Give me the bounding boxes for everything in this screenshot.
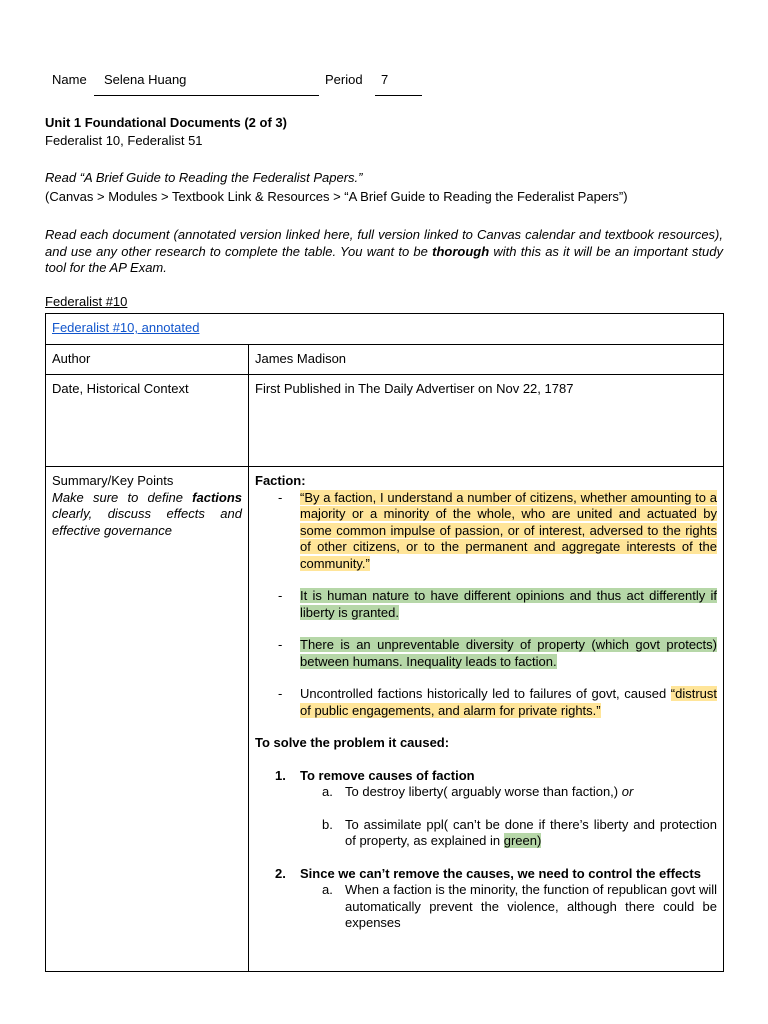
unit-title: Unit 1 Foundational Documents (2 of 3) xyxy=(45,115,287,130)
instr-text-2: with this as it will be an important study tool for the AP Exam. xyxy=(45,243,723,275)
summary-content-cell[interactable] xyxy=(249,467,724,972)
item-title: Since we can’t remove the causes, we need to control the effects xyxy=(300,865,701,881)
bullet-dash: - xyxy=(278,686,283,701)
read-guide-instruction: Read “A Brief Guide to Reading the Federalist Papers.” xyxy=(45,170,363,185)
federalist-table xyxy=(45,313,724,972)
annotated-link[interactable]: Federalist #10, annotated xyxy=(52,320,200,335)
summary-label-cell xyxy=(46,467,249,972)
sub-italic: or xyxy=(621,784,634,799)
instr-text-1: Read each document (annotated version linked here, full version linked to Canvas calendar and textbook resources), and use any other research to complete the table. You want to be xyxy=(45,227,723,259)
guide-path: (Canvas > Modules > Textbook Link & Resources > “A Brief Guide to Reading the Federalist Papers”) xyxy=(45,189,628,204)
link-cell xyxy=(46,314,724,345)
date-label: Date, Historical Context xyxy=(46,375,249,467)
bullet-highlight: “distrust of public engagements, and alarm for private rights.” xyxy=(300,686,717,718)
bullet-text: Uncontrolled factions historically led to failures of govt, caused xyxy=(300,686,671,701)
item-number: 2. xyxy=(275,865,286,881)
bullet-dash: - xyxy=(278,489,283,505)
table-row xyxy=(46,345,724,375)
period-value: 7 xyxy=(381,72,389,87)
list-item xyxy=(255,686,717,719)
list-item xyxy=(255,637,717,670)
sub-letter: a. xyxy=(322,784,333,799)
sub-letter: a. xyxy=(322,882,333,897)
faction-heading: Faction: xyxy=(255,473,306,488)
summary-label: Summary/Key Points xyxy=(52,473,174,488)
sub-letter: b. xyxy=(322,816,333,832)
period-field[interactable] xyxy=(375,72,422,96)
solve-heading: To solve the problem it caused: xyxy=(255,735,450,750)
bullet-text: It is human nature to have different opinions and thus act differently if liberty is granted. xyxy=(300,588,717,620)
name-value: Selena Huang xyxy=(104,72,187,87)
item-title: To remove causes of faction xyxy=(300,767,475,783)
table-row xyxy=(46,375,724,467)
bullet-dash: - xyxy=(278,637,283,652)
name-field[interactable] xyxy=(94,72,319,96)
bullet-text: “By a faction, I understand a number of citizens, whether amounting to a majority or a minority of the whole, who are united and actuated by some common impulse of passion, or of interest, adversed to the rights of other citizens, or to the permanent and aggregate interests of the community.” xyxy=(300,489,717,571)
sub-text: When a faction is the minority, the function of republican govt will automatically prevent the violence, although there could be expenses xyxy=(345,882,717,930)
item-number: 1. xyxy=(275,767,286,783)
list-item xyxy=(255,817,717,850)
name-period-row xyxy=(52,72,432,96)
name-label: Name xyxy=(52,72,87,87)
list-item xyxy=(255,784,717,801)
list-item xyxy=(255,866,717,883)
sub-highlight: green) xyxy=(503,833,542,848)
sub-text: To destroy liberty( arguably worse than faction,) xyxy=(345,784,622,799)
summary-instr-1: Make sure to define xyxy=(52,489,193,505)
author-label: Author xyxy=(46,345,249,375)
instructions-paragraph xyxy=(45,227,723,277)
bullet-text: There is an unpreventable diversity of property (which govt protects) between humans. Inequality leads to faction. xyxy=(300,637,717,669)
summary-instr-2: clearly, discuss effects and effective governance xyxy=(52,506,242,538)
period-label: Period xyxy=(325,72,363,87)
list-item xyxy=(255,768,717,785)
bullet-dash: - xyxy=(278,588,283,603)
list-item xyxy=(255,882,717,932)
table-row xyxy=(46,314,724,345)
list-item xyxy=(255,490,717,573)
author-value[interactable]: James Madison xyxy=(249,345,724,375)
table-row xyxy=(46,467,724,972)
list-item xyxy=(255,588,717,621)
instr-bold: thorough xyxy=(432,243,490,259)
summary-instr-bold: factions xyxy=(192,489,242,505)
section-title: Federalist #10 xyxy=(45,294,128,309)
unit-subtitle: Federalist 10, Federalist 51 xyxy=(45,133,203,148)
summary-instructions xyxy=(52,490,242,540)
date-value[interactable]: First Published in The Daily Advertiser on Nov 22, 1787 xyxy=(249,375,724,467)
sub-text: To assimilate ppl( can’t be done if there’s liberty and protection of property, as explained in xyxy=(345,816,717,848)
